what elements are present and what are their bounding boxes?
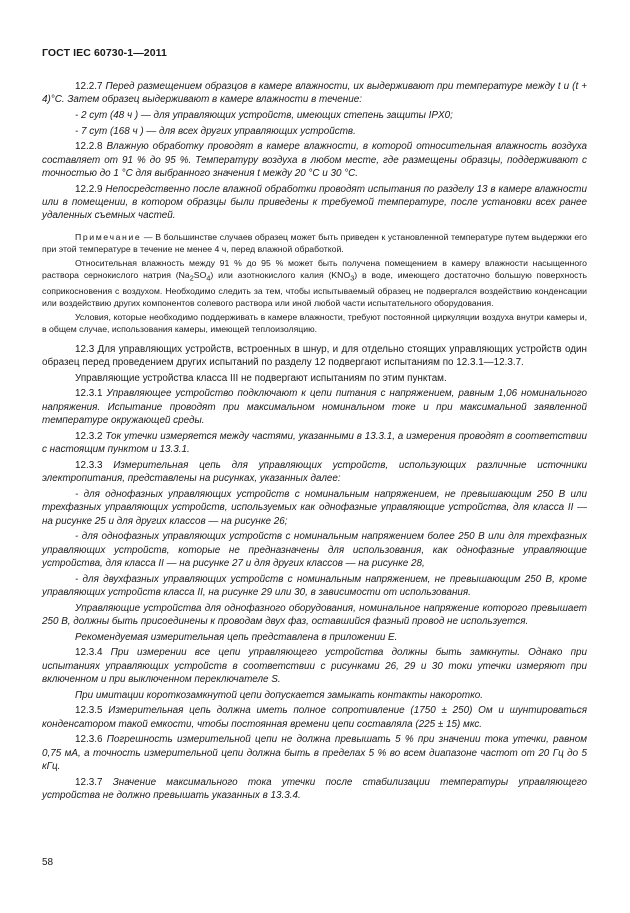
note-1 bbox=[42, 231, 587, 255]
paragraph-12-3-1 bbox=[42, 387, 587, 427]
list-item: - 7 сут (168 ч ) — для всех других управляющих устройств. bbox=[75, 125, 356, 137]
paragraph-12-3-4 bbox=[42, 646, 587, 686]
clause-text: Управляющее устройство подключают к цепи питания с напряжением, равным 1,06 номинального напряжения. Испытание проводят при максимальном номинальном токе и при максимальной заявленной температуре окружающей среды. bbox=[42, 388, 587, 427]
page-number: 58 bbox=[42, 857, 54, 868]
clause-text: Измерительная цепь должна иметь полное сопротивление (1750 ± 250) Ом и шунтироваться конденсатором такой емкости, чтобы постоянная времени цепи составляла (225 ± 15) мкс. bbox=[42, 705, 588, 730]
paragraph-12-3-5 bbox=[42, 704, 587, 731]
document-body bbox=[42, 80, 587, 805]
standard-header: ГОСТ IEC 60730-1—2011 bbox=[42, 47, 167, 59]
clause-text: Измерительная цепь для управляющих устройств, использующих различные источники электропитания, представлены на рисунках, указанных далее: bbox=[42, 459, 587, 485]
clause-number: 12.2.8 bbox=[75, 141, 103, 153]
clause-number: 12.3.4 bbox=[75, 647, 103, 659]
clause-number: 12.2.9 bbox=[75, 183, 103, 195]
paragraph-12-3: 12.3 Для управляющих устройств, встроенных в шнур, и для отдельно стоящих управляющих устройств один образец перед проведением других испытаний по разделу 12 подвергают испытаниям по 12.3.1—12.3.7. bbox=[42, 343, 587, 369]
clause-number: 12.3.3 bbox=[75, 459, 103, 471]
paragraph-12-2-7 bbox=[42, 80, 587, 107]
paragraph-12-3-2 bbox=[42, 430, 587, 457]
clause-number: 12.3.1 bbox=[75, 388, 103, 400]
list-item: - для однофазных управляющих устройств с номинальным напряжением, не превышающим 250 В или трехфазных управляющих устройств, используемых как однофазные управляющие устройства, для класса II — на рисунке 25 и для других классов — на рисунке 26; bbox=[42, 488, 587, 527]
paragraph-12-3-7 bbox=[42, 776, 587, 803]
note-text: — В большинстве случаев образец может быть приведен к установленной температуре путем выдержки его при этой температуре в течение не менее 4 ч, перед влажной обработкой. bbox=[42, 232, 587, 254]
clause-text: При измерении все цепи управляющего устройства должны быть замкнуты. Однако при испытаниях управляющих устройств в соответствии с рисунками 26, 29 и 30 токи утечки измеряют при включенном и при выключенном переключателе S. bbox=[42, 647, 587, 685]
paragraph-12-3-3 bbox=[42, 459, 587, 486]
paragraph-12-3-6 bbox=[42, 733, 587, 773]
list-item: - 2 сут (48 ч ) — для управляющих устройств, имеющих степень защиты IPX0; bbox=[75, 110, 453, 121]
clause-number: 12.2.7 bbox=[75, 81, 103, 92]
clause-text: Погрешность измерительной цепи не должна превышать 5 % при значении тока утечки, равном 0,75 мА, а точность измерительной цепи должна быть в пределах 5 % во всем диапазоне частот от 20 Гц до 5 кГц. bbox=[42, 734, 587, 772]
clause-text: Влажную обработку проводят в камере влажности, в которой относительная влажность воздуха составляет от 91 % до 95 %. Температуру воздуха в любом месте, где размещены образцы, поддерживают с точностью до 1 °С для выбранного значения t между 20 °С и 30 °С. bbox=[42, 141, 587, 179]
clause-text: Значение максимального тока утечки после стабилизации температуры управляющего устройства не должно превышать указанных в 13.3.4. bbox=[42, 776, 587, 801]
note-label: Примечание bbox=[75, 232, 142, 242]
paragraph-single-phase: Управляющие устройства для однофазного оборудования, номинальное напряжение которого превышает 250 В, должны быть присоединены к проводам двух фаз, оставшийся фазный провод не используется. bbox=[42, 602, 587, 627]
list-item: - для однофазных управляющих устройств с номинальным напряжением более 250 В или для трехфазных управляющих устройств, которые не предназначены для использования, как однофазные управляющие устройства, для класса II — на рисунке 27 и для других классов — на рисунке 28, bbox=[42, 531, 587, 569]
paragraph-12-2-8 bbox=[42, 140, 587, 180]
paragraph-annex-e: Рекомендуемая измерительная цепь представлена в приложении Е. bbox=[75, 631, 398, 643]
list-item: - для двухфазных управляющих устройств с номинальным напряжением, не превышающим 250 В, кроме управляющих устройств класса II, на рисунке 29 или 30, в зависимости от использования. bbox=[42, 573, 587, 598]
note-3: Условия, которые необходимо поддерживать в камере влажности, требуют постоянной циркуляции воздуха внутри камеры и, в общем случае, использования камеры, имеющей теплоизоляцию. bbox=[42, 311, 587, 334]
paragraph-class-iii: Управляющие устройства класса III не подвергают испытаниям по этим пунктам. bbox=[75, 372, 447, 384]
clause-number: 12.3.7 bbox=[75, 776, 103, 788]
clause-number: 12.3.5 bbox=[75, 705, 103, 717]
clause-text: Перед размещением образцов в камере влажности, их выдерживают при температуре между t и (t + 4)°С. Затем образец выдерживают в камере влажности в течение: bbox=[42, 81, 587, 106]
note-2: Относительная влажность между 91 % до 95 % может быть получена помещением в камеру влажности насыщенного раствора сернокислого натрия $(Na_2SO_4)$ или азотнокислого калия $(KNO_3)$ в воде, имеющего достаточно большую поверхность соприкосновения с воздухом. Необходимо следить за тем, чтобы испытываемый образец не подвергался воздействию конденсации или воздействию других компонентов солевого раствора или иной любой части испытательного оборудования. bbox=[42, 258, 587, 308]
clause-text: Непосредственно после влажной обработки проводят испытания по разделу 13 в камере влажности или в помещении, в котором образцы были приведены к требуемой температуре, после установки всех ранее удаленных съемных частей. bbox=[42, 183, 588, 222]
clause-text: Ток утечки измеряется между частями, указанными в 13.3.1, а измерения проводят в соответствии с настоящим пунктом и 13.3.1. bbox=[42, 430, 588, 456]
paragraph-short-circuit: При имитации короткозамкнутой цепи допускается замыкать контакты накоротко. bbox=[75, 689, 484, 701]
paragraph-12-2-9 bbox=[42, 183, 587, 223]
clause-number: 12.3.2 bbox=[75, 430, 103, 442]
clause-number: 12.3.6 bbox=[75, 734, 103, 746]
